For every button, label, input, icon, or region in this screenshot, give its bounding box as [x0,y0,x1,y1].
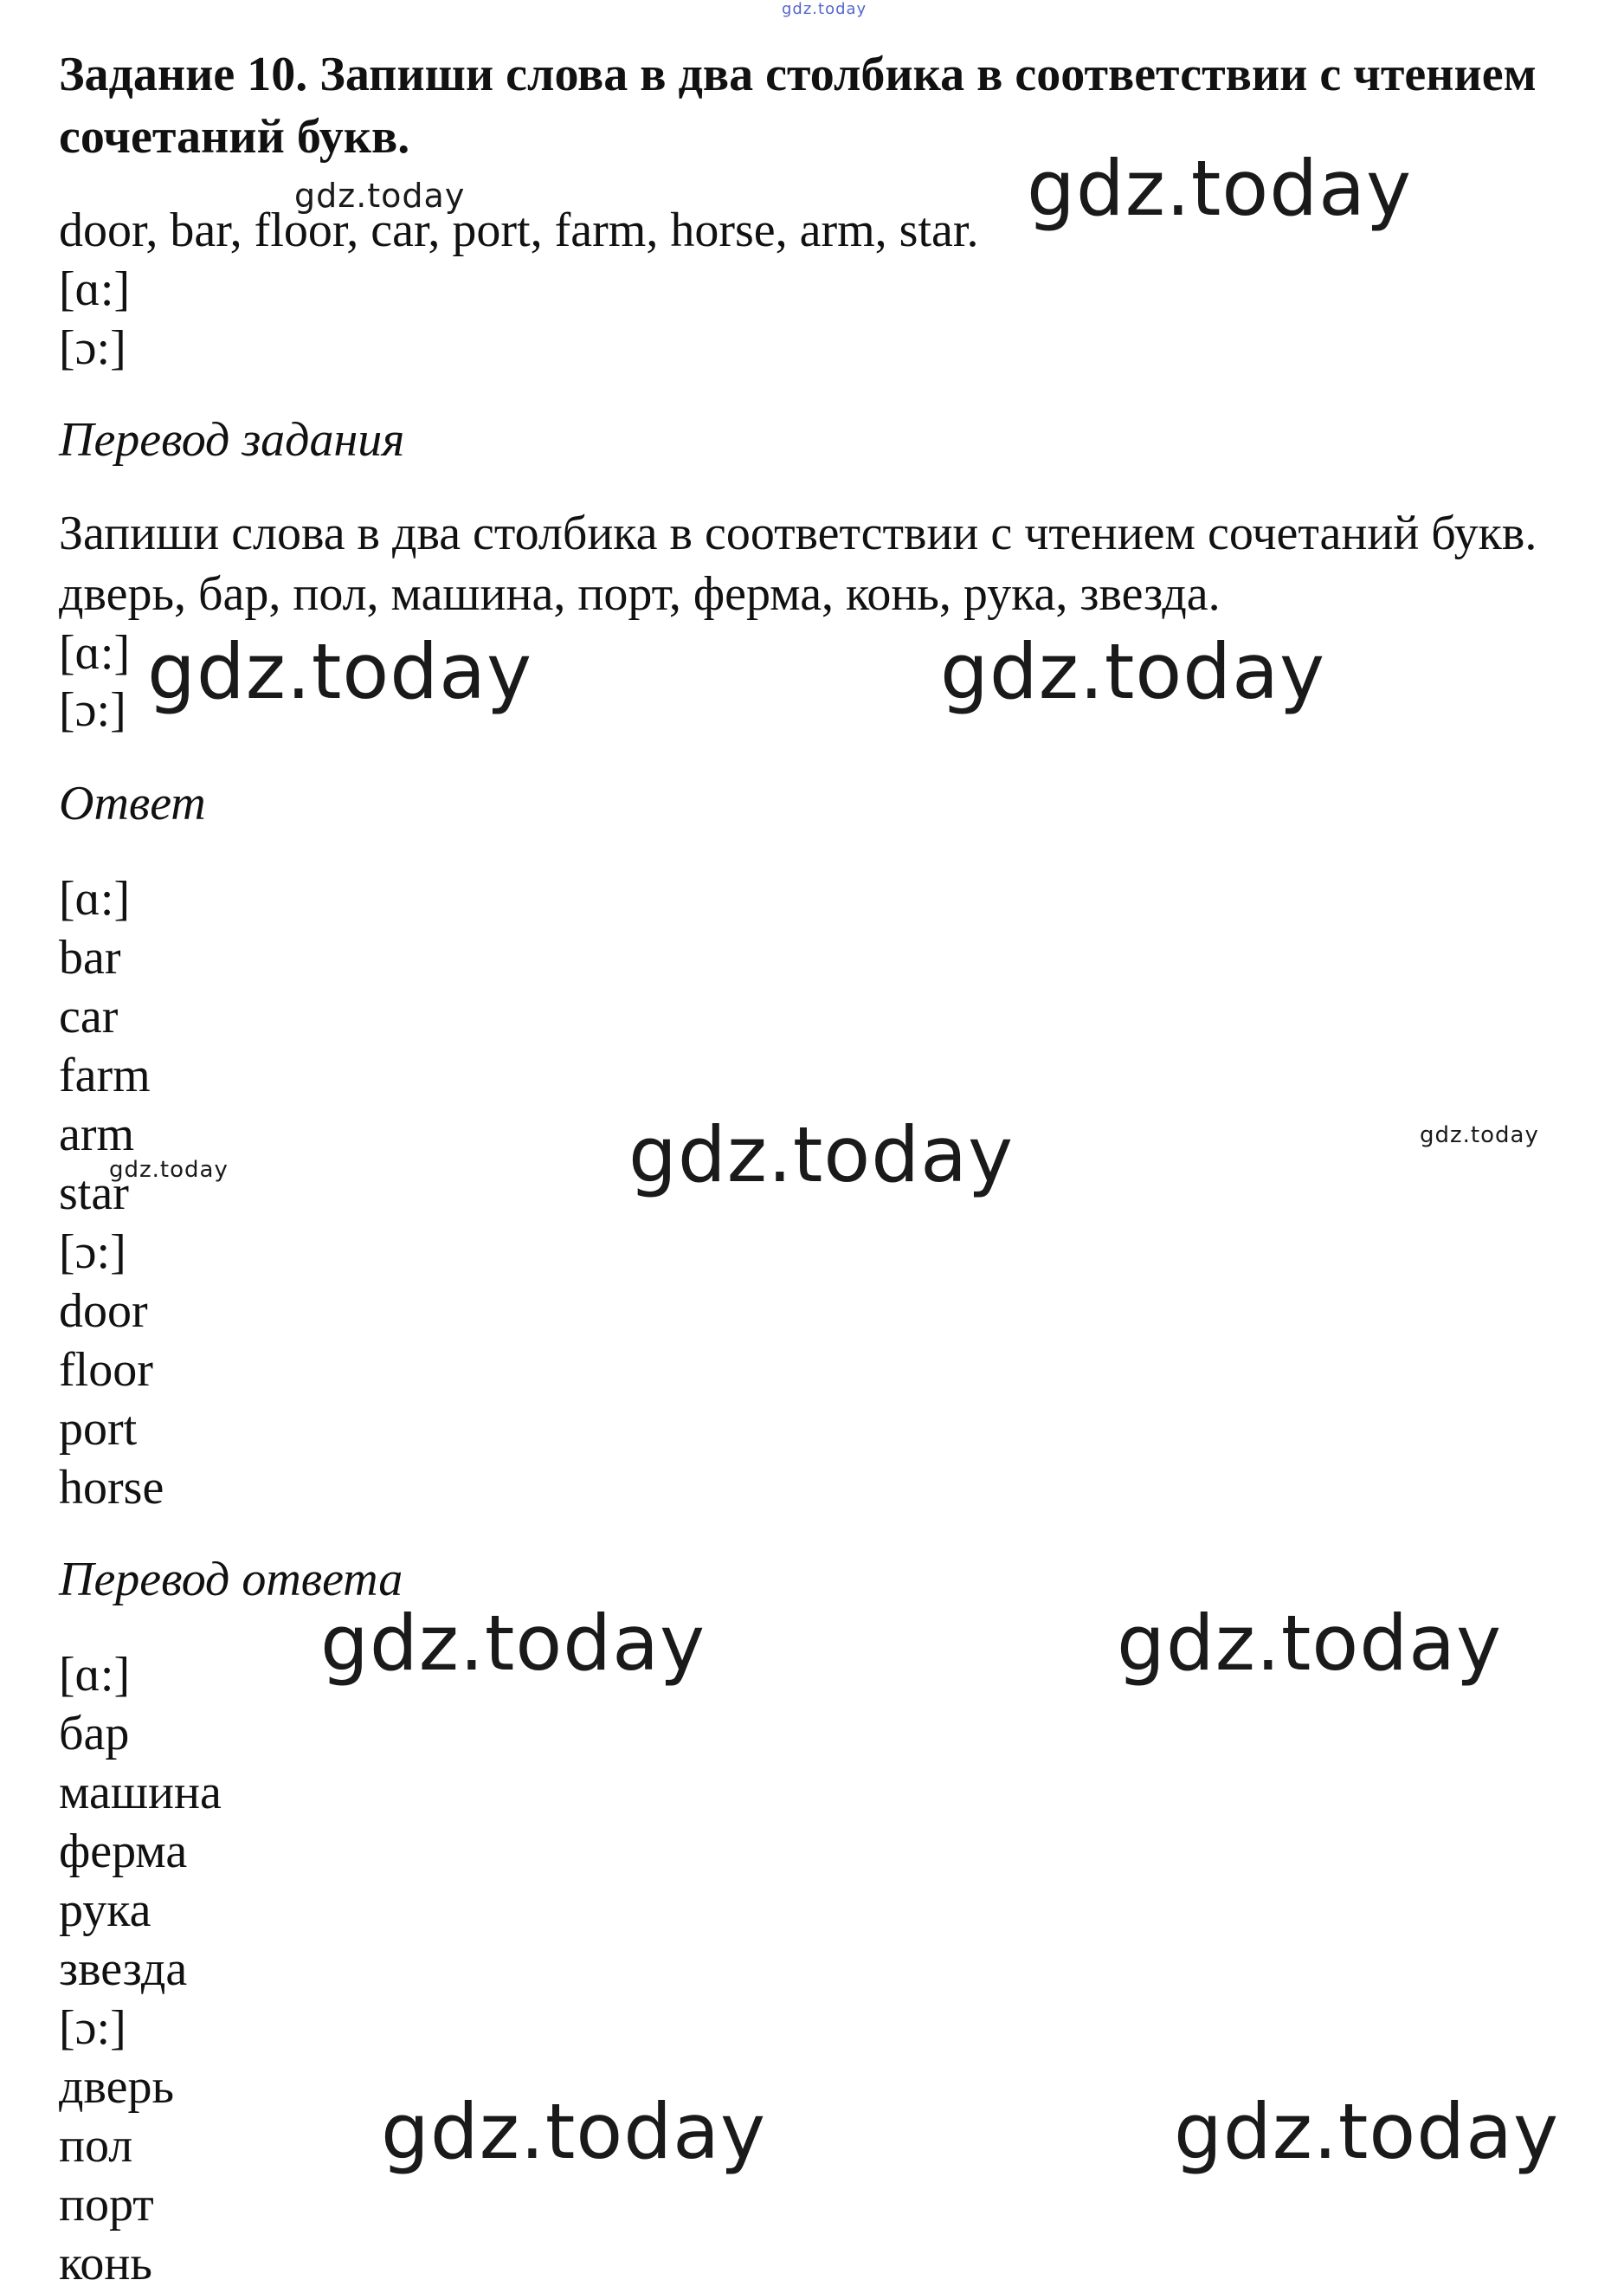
watermark: gdz.today [1027,144,1413,233]
watermark: gdz.today [1420,1122,1539,1148]
watermark: gdz.today [381,2087,767,2176]
answer-word: farm [59,1049,151,1102]
watermark: gdz.today [628,1110,1015,1199]
translation-answer-heading: Перевод ответа [59,1553,403,1606]
watermark: gdz.today [320,1599,706,1688]
translation-answer-word: ферма [59,1825,188,1878]
translation-answer-word: бар [59,1707,130,1760]
answer-word: star [59,1166,129,1220]
answer-word: floor [59,1343,153,1397]
task-col1-symbol: [ɑ:] [59,262,131,316]
watermark: gdz.today [1117,1599,1503,1688]
answer-word: door [59,1284,148,1338]
answer-col1-symbol: [ɑ:] [59,872,131,926]
translation-answer-word: конь [59,2237,152,2290]
header-watermark: gdz.today [782,0,867,18]
translation-task-col1: [ɑ:] [59,626,131,680]
watermark: gdz.today [294,177,466,215]
watermark: gdz.today [940,627,1326,716]
translation-answer-word: машина [59,1766,222,1819]
task-title-line2: сочетаний букв. [59,110,410,164]
answer-col2-symbol: [ɔ:] [59,1225,126,1279]
translation-answer-col1-symbol: [ɑ:] [59,1648,131,1702]
watermark: gdz.today [109,1157,229,1183]
watermark: gdz.today [1174,2087,1560,2176]
answer-heading: Ответ [59,777,206,830]
translation-answer-word: пол [59,2119,133,2173]
answer-word: arm [59,1108,135,1161]
task-col2-symbol: [ɔ:] [59,321,126,375]
translation-answer-word: рука [59,1883,151,1937]
answer-word: car [59,990,119,1043]
watermark: gdz.today [147,627,533,716]
answer-word: port [59,1402,138,1456]
translation-task-heading: Перевод задания [59,413,405,467]
task-words: door, bar, floor, car, port, farm, horse, arm, star. [59,203,979,257]
translation-answer-word: звезда [59,1942,188,1996]
translation-answer-word: порт [59,2178,154,2232]
translation-answer-word: дверь [59,2060,174,2114]
translation-task-col2: [ɔ:] [59,683,126,737]
translation-task-line1: Запиши слова в два столбика в соответствии с чтением сочетаний букв. [59,507,1537,560]
answer-word: bar [59,931,121,985]
task-title-line1: Задание 10. Запиши слова в два столбика в соответствии с чтением [59,48,1537,101]
answer-word: horse [59,1461,164,1515]
translation-task-line2: дверь, бар, пол, машина, порт, ферма, конь, рука, звезда. [59,567,1221,621]
translation-answer-col2-symbol: [ɔ:] [59,2001,126,2055]
